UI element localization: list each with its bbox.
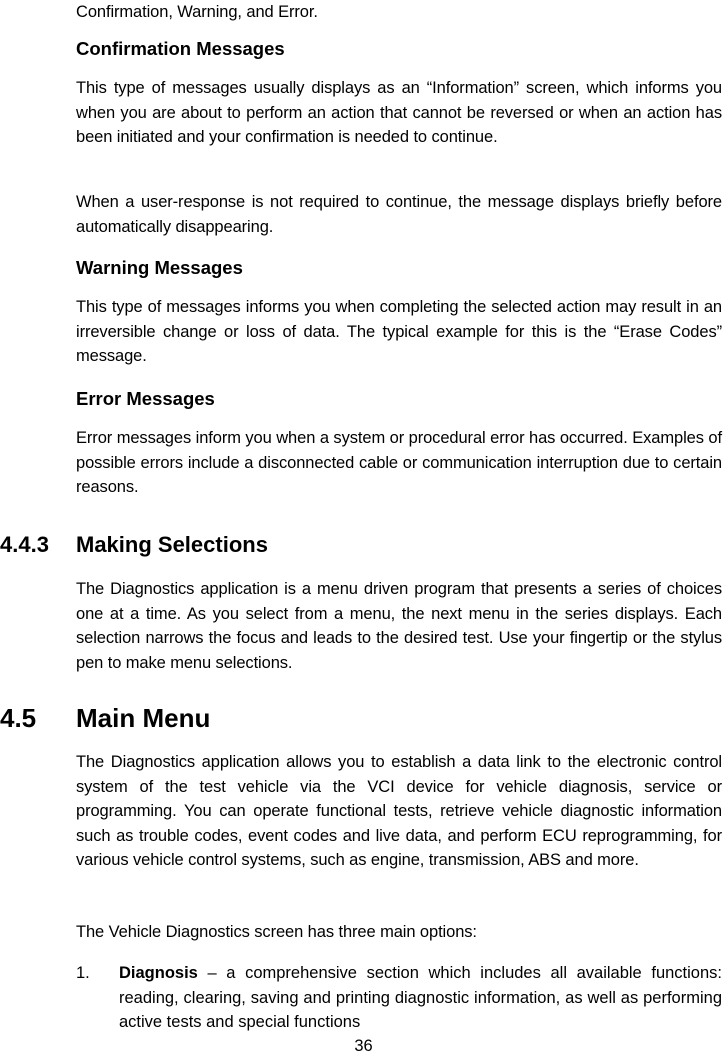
main-menu-paragraph-2: The Vehicle Diagnostics screen has three main options: xyxy=(76,923,477,941)
list-item-term: Diagnosis xyxy=(119,964,198,982)
list-item-diagnosis xyxy=(76,961,722,1035)
confirmation-paragraph-2: When a user-response is not required to continue, the message displays briefly before automatically disappearing. xyxy=(76,193,722,236)
confirmation-messages-heading: Confirmation Messages xyxy=(76,38,285,59)
list-marker: 1. xyxy=(76,964,90,982)
section-heading-4-5 xyxy=(0,703,210,733)
section-heading-4-4-3 xyxy=(0,532,268,558)
intro-line: Confirmation, Warning, and Error. xyxy=(76,3,318,21)
section-title: Main Menu xyxy=(76,703,211,733)
section-number: 4.5 xyxy=(0,703,37,733)
confirmation-paragraph-1: This type of messages usually displays as an “Information” screen, which informs you when you are about to perform an action that cannot be reversed or when an action has been initiated and your confirmation is needed to continue. xyxy=(76,79,722,146)
warning-paragraph-1: This type of messages informs you when completing the selected action may result in an irreversible change or loss of data. The typical example for this is the “Erase Codes” message. xyxy=(76,298,722,365)
list-item-text: – a comprehensive section which includes all available functions: reading, clearing, saving and printing diagnostic information, as well as performing active tests and special functions xyxy=(119,964,722,1031)
main-menu-paragraph-1: The Diagnostics application allows you to establish a data link to the electronic control system of the test vehicle via the VCI device for vehicle diagnosis, service or programming. You can operate functional tests, retrieve vehicle diagnostic information such as trouble codes, event codes and live data, and perform ECU reprogramming, for various vehicle control systems, such as engine, transmission, ABS and more. xyxy=(76,753,722,869)
section-number: 4.4.3 xyxy=(0,532,49,557)
error-paragraph-1: Error messages inform you when a system or procedural error has occurred. Examples of possible errors include a disconnected cable or communication interruption due to certain reasons. xyxy=(76,429,722,496)
section-title: Making Selections xyxy=(76,532,268,557)
list-item-content xyxy=(119,961,722,1035)
page-number: 36 xyxy=(354,1037,373,1055)
error-messages-heading: Error Messages xyxy=(76,388,215,409)
warning-messages-heading: Warning Messages xyxy=(76,257,243,278)
making-selections-paragraph: The Diagnostics application is a menu driven program that presents a series of choices one at a time. As you select from a menu, the next menu in the series displays. Each selection narrows the focus and leads to the desired test. Use your fingertip or the stylus pen to make menu selections. xyxy=(76,580,722,672)
